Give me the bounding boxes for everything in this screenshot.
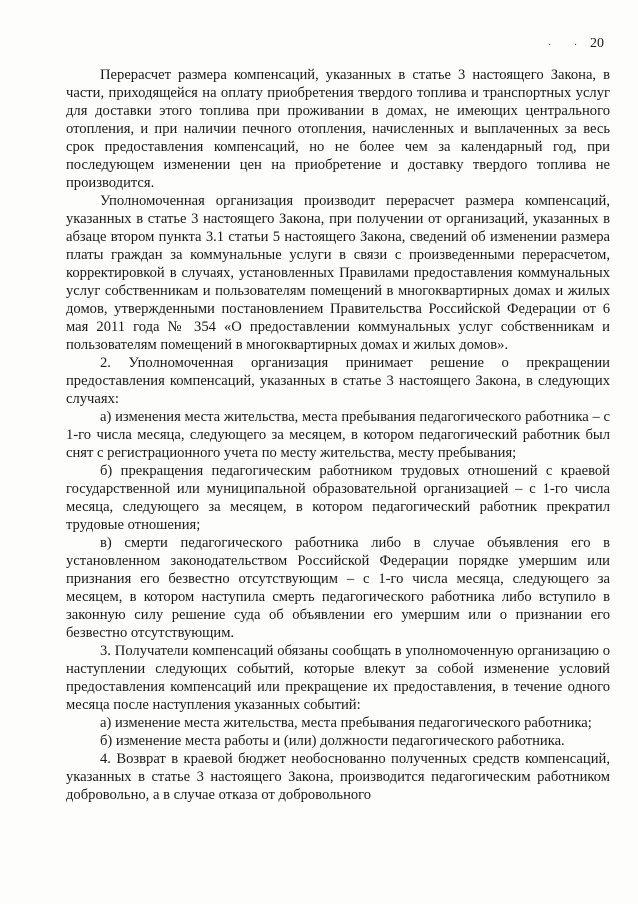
paragraph-recalculation-utilities: Уполномоченная организация производит перерасчет размера компенсаций, указанных в статье 3 настоящего Закона, при получении от организаций, указанных в абзаце втором пункта 3.1 статьи 5 настоящего Закона, сведений об изменении размера платы граждан за коммунальные услуги в связи с произведенными перерасчетом, корректировкой в случаях, установленных Правилами предоставления коммунальных услуг собственникам и пользователям помещений в многоквартирных домах и жилых домов, утвержденными постановлением Правительства Российской Федерации от 6 мая 2011 года № 354 «О предоставлении коммунальных услуг собственникам и пользователям помещений в многоквартирных домах и жилых домов». [66, 193, 610, 353]
paragraph-recipient-obligations: 3. Получатели компенсаций обязаны сообщать в уполномоченную организацию о наступлении следующих событий, которые влекут за собой изменение условий предоставления компенсаций или прекращение их предоставления, в течение одного месяца после наступления указанных событий: [66, 643, 610, 713]
scan-specks: · · [548, 40, 588, 51]
paragraph-refund: 4. Возврат в краевой бюджет необоснованно полученных средств компенсаций, указанных в статье 3 настоящего Закона, производится педагогическим работником добровольно, а в случае отказа от добровольного [66, 751, 610, 803]
page-number: 20 [590, 36, 604, 51]
document-body [66, 66, 610, 804]
paragraph-case-b-employment-end: б) прекращения педагогическим работником трудовых отношений с краевой государственной или муниципальной образовательной организацией – с 1-го числа месяца, следующего за месяцем, в котором педагогический работник прекратил трудовые отношения; [66, 463, 610, 533]
paragraph-event-a-residence: а) изменение места жительства, места пребывания педагогического работника; [100, 715, 592, 731]
paragraph-termination-decision: 2. Уполномоченная организация принимает решение о прекращении предоставления компенсаций, указанных в статье 3 настоящего Закона, в следующих случаях: [66, 355, 610, 407]
paragraph-case-c-death: в) смерти педагогического работника либо в случае объявления его в установленном законодательством Российской Федерации порядке умершим или признания его безвестно отсутствующим – с 1-го числа месяца, следующего за месяцем, в котором наступила смерть педагогического работника либо вступило в законную силу решение суда об объявлении его умершим или о признании его безвестно отсутствующим. [66, 535, 610, 641]
paragraph-event-b-workplace: б) изменение места работы и (или) должности педагогического работника. [100, 733, 565, 749]
paragraph-recalculation-solid-fuel: Перерасчет размера компенсаций, указанных в статье 3 настоящего Закона, в части, приходящейся на оплату приобретения твердого топлива и транспортных услуг для доставки этого топлива при проживании в домах, не имеющих центрального отопления, и при наличии печного отопления, начисленных и выплаченных за весь срок предоставления компенсаций, но не более чем за календарный год, при последующем изменении цен на приобретение и доставку твердого топлива не производится. [66, 67, 610, 191]
paragraph-case-a-residence-change: а) изменения места жительства, места пребывания педагогического работника – с 1-го числа месяца, следующего за месяцем, в котором педагогический работник был снят с регистрационного учета по месту жительства, месту пребывания; [66, 409, 610, 461]
